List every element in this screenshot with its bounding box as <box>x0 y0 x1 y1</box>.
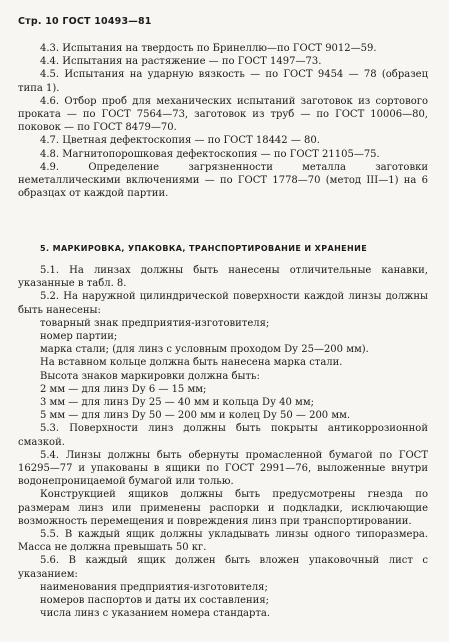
paragraph: 5.4. Линзы должны быть обернуты промасленной бумагой по ГОСТ 16295—77 и упакованы в ящики по ГОСТ 2991—76, выложенные внутри водонепроницаемой бумагой или толью. <box>18 449 428 488</box>
paragraph: 5.3. Поверхности линз должны быть покрыты антикоррозионной смазкой. <box>18 423 428 448</box>
paragraph: 4.8. Магнитопорошковая дефектоскопия — по ГОСТ 21105—75. <box>40 148 380 160</box>
paragraph: 2 мм — для линз Dу 6 — 15 мм; <box>40 383 207 395</box>
paragraph: 4.9. Определение загрязненности металла заготовки неметаллическими включениями — по ГОСТ 1778—70 (метод III—1) на 6 образцах от каждой партии. <box>18 161 428 200</box>
paragraph: 5.1. На линзах должны быть нанесены отличительные канавки, указанные в табл. 8. <box>18 265 428 290</box>
paragraph: марка стали; (для линз с условным проходом Dу 25—200 мм). <box>40 344 369 356</box>
paragraph: номеров паспортов и даты их составления; <box>40 595 270 607</box>
paragraph: числа линз с указанием номера стандарта. <box>40 608 271 620</box>
paragraph: 4.3. Испытания на твердость по Бринеллю—по ГОСТ 9012—59. <box>40 43 377 54</box>
paragraph: товарный знак предприятия-изготовителя; <box>40 317 270 329</box>
paragraph: 3 мм — для линз Dу 25 — 40 мм и кольца Dу 40 мм; <box>40 397 314 409</box>
paragraph: 5 мм — для линз Dу 50 — 200 мм и колец Dу 50 — 200 мм. <box>40 410 351 422</box>
paragraph: 5.2. На наружной цилиндрической поверхности каждой линзы должны быть нанесены: <box>18 291 428 316</box>
paragraph: 5.6. В каждый ящик должен быть вложен упаковочный лист с указанием: <box>18 555 428 580</box>
section-5-body <box>18 264 428 620</box>
paragraph: 4.6. Отбор проб для механических испытаний заготовок из сортового проката — по ГОСТ 7564—73, заготовок из труб — по ГОСТ 10006—80, поковок — по ГОСТ 8479—70. <box>18 95 428 134</box>
section-4-tail <box>18 42 428 200</box>
paragraph: 4.7. Цветная дефектоскопия — по ГОСТ 18442 — 80. <box>40 135 320 147</box>
page-header: Стр. 10 ГОСТ 10493—81 <box>18 16 152 27</box>
paragraph: номер партии; <box>40 331 118 343</box>
section-title: 5. МАРКИРОВКА, УПАКОВКА, ТРАНСПОРТИРОВАНИЕ И ХРАНЕНИЕ <box>40 244 368 253</box>
paragraph: Высота знаков маркировки должна быть: <box>40 370 260 382</box>
paragraph: 4.5. Испытания на ударную вязкость — по ГОСТ 9454 — 78 (образец типа 1). <box>18 69 428 94</box>
paragraph: На вставном кольце должна быть нанесена марка стали. <box>40 357 343 369</box>
paragraph: Конструкцией ящиков должны быть предусмотрены гнезда по размерам линз или применены распорки и подкладки, исключающие возможность перемещения и повреждения линз при транспортировании. <box>18 489 428 527</box>
paragraph: 5.5. В каждый ящик должны укладывать линзы одного типоразмера. Масса не должна превышать 50 кг. <box>18 529 428 554</box>
paragraph: 4.4. Испытания на растяжение — по ГОСТ 1497—73. <box>40 56 322 68</box>
paragraph: наименования предприятия-изготовителя; <box>40 581 268 593</box>
